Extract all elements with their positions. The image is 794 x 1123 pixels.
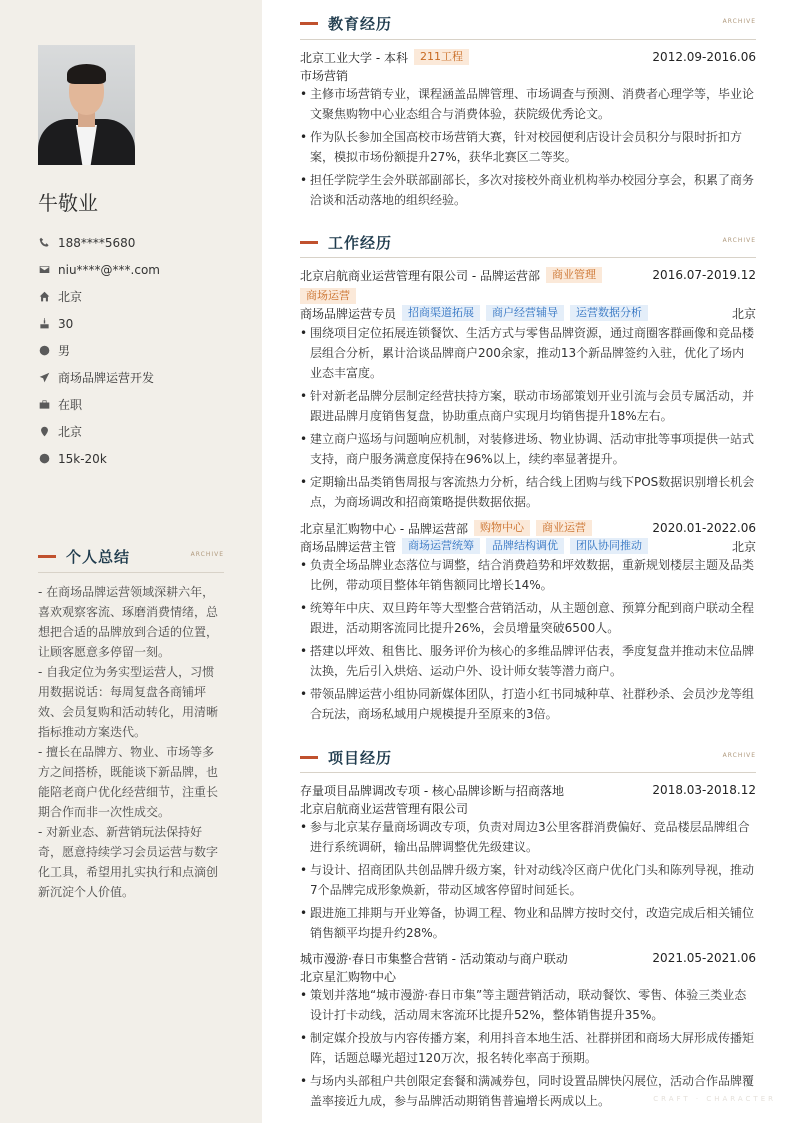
phone-text: 188****5680	[58, 235, 136, 250]
work-bullets	[300, 555, 756, 727]
education-title: 教育经历	[328, 15, 393, 33]
company-tag: 商场运营	[300, 288, 356, 304]
work-role-row	[300, 304, 756, 322]
list-item: • 围绕项目定位拓展连锁餐饮、生活方式与零售品牌资源，通过商圈客群画像和竞品楼层组合分析，累计洽谈品牌商户200余家，推动13个新品牌签约入驻，优化了场内业态丰富度。	[300, 323, 756, 383]
archive-label: ARCHIVE	[722, 752, 756, 759]
work-entry-header	[300, 266, 756, 284]
watermark: CRAFT · CHARACTER	[653, 1095, 776, 1103]
list-item: • 与设计、招商团队共创品牌升级方案，针对动线冷区商户优化门头和陈列导视，推动7个品牌完成形象焕新，带动区域客停留时间延长。	[300, 860, 756, 900]
list-item: • 策划并落地“城市漫游·春日市集”等主题营销活动，联动餐饮、零售、体验三类业态设计打卡动线，活动周末客流环比提升52%，整体销售提升35%。	[300, 985, 756, 1025]
work-title: 工作经历	[328, 234, 393, 252]
summary-section-header	[38, 546, 224, 567]
company-name: 北京启航商业运营管理有限公司 - 品牌运营部	[300, 268, 540, 283]
project-section-header	[300, 747, 756, 768]
list-item: • 参与北京某存量商场调改专项，负责对周边3公里客群消费偏好、竞品楼层品牌组合进行系统调研，输出品牌调整优先级建议。	[300, 817, 756, 857]
sidebar	[0, 0, 262, 1123]
list-item: • 统筹年中庆、双旦跨年等大型整合营销活动，从主题创意、预算分配到商户联动全程跟进，活动期客流同比提升26%，会员增量突破6500人。	[300, 598, 756, 638]
project-date: 2021.05-2021.06	[652, 951, 756, 965]
home-icon	[38, 291, 50, 303]
section-divider	[38, 572, 224, 573]
city-text: 北京	[58, 290, 83, 304]
location-icon	[38, 426, 50, 438]
list-item: • 负责全场品牌业态落位与调整，结合消费趋势和坪效数据，重新规划楼层主题及品类比例，带动项目整体年销售额同比增长14%。	[300, 555, 756, 595]
work-city: 北京	[731, 539, 756, 554]
skill-tag: 团队协同推动	[570, 538, 648, 554]
status-text: 在职	[58, 398, 83, 412]
skill-tag: 招商渠道拓展	[402, 305, 480, 321]
archive-label: ARCHIVE	[190, 551, 224, 558]
work-bullets	[300, 323, 756, 515]
project-name: 城市漫游·春日市集整合营销 - 活动策动与商户联动	[300, 951, 568, 966]
salary-icon	[38, 453, 50, 465]
list-item: • 作为队长参加全国高校市场营销大赛，针对校园便利店设计会员积分与限时折扣方案，模拟市场份额提升27%，获华北赛区二等奖。	[300, 127, 756, 167]
list-item: • 担任学院学生会外联部副部长，多次对接校外商业机构举办校园分享会，积累了商务洽谈和活动落地的组织经验。	[300, 170, 756, 210]
section-accent-bar	[38, 555, 56, 558]
summary-text	[38, 582, 222, 902]
position-text: 商场品牌运营开发	[58, 371, 155, 385]
list-item: • 搭建以坪效、租售比、服务评价为核心的多维品牌评估表，季度复盘并推动末位品牌汰换，先后引入烘焙、运动户外、设计师女装等潜力商户。	[300, 641, 756, 681]
summary-paragraph: - 对新业态、新营销玩法保持好奇，愿意持续学习会员运营与数字化工具，希望用扎实执行和点滴创新沉淀个人价值。	[38, 825, 219, 899]
summary-title: 个人总结	[66, 548, 131, 566]
work-date: 2020.01-2022.06	[652, 521, 756, 535]
contact-info	[38, 229, 160, 472]
skill-tag: 商户经营辅导	[486, 305, 564, 321]
info-row-city	[38, 283, 160, 310]
work-role-row	[300, 537, 756, 555]
info-row-email	[38, 256, 160, 283]
info-row-position	[38, 364, 160, 391]
project-bullets	[300, 817, 756, 946]
education-bullets	[300, 84, 756, 213]
major-text: 市场营销	[300, 68, 349, 83]
mail-icon	[38, 264, 50, 276]
company-tag: 购物中心	[474, 520, 530, 536]
list-item: • 建立商户巡场与问题响应机制，对装修进场、物业协调、活动审批等事项提供一站式支持，商户服务满意度保持在96%以上，续约率显著提升。	[300, 429, 756, 469]
role-title: 商场品牌运营主管	[300, 539, 397, 554]
salary-text: 15k-20k	[58, 451, 107, 466]
info-row-location	[38, 418, 160, 445]
age-text: 30	[58, 316, 74, 331]
list-item: • 制定媒介投放与内容传播方案，利用抖音本地生活、社群拼团和商场大屏形成传播矩阵，话题总曝光超过120万次，报名转化率高于预期。	[300, 1028, 756, 1068]
list-item: • 带领品牌运营小组协同新媒体团队，打造小红书同城种草、社群秒杀、会员沙龙等组合玩法，商场私域用户规模提升至原来的3倍。	[300, 684, 756, 724]
school-tag: 211工程	[414, 49, 469, 65]
candidate-name: 牛敬业	[38, 191, 98, 215]
summary-paragraph: - 在商场品牌运营领域深耕六年，喜欢观察客流、琢磨消费情绪，总想把合适的品牌放到合适的位置，让顾客愿意多停留一刻。	[38, 585, 219, 659]
age-icon	[38, 318, 50, 330]
project-org: 北京星汇购物中心	[300, 969, 397, 984]
company-tag: 商业运营	[536, 520, 592, 536]
education-date: 2012.09-2016.06	[652, 50, 756, 64]
list-item: • 跟进施工排期与开业筹备，协调工程、物业和品牌方按时交付，改造完成后相关铺位销售额平均提升约28%。	[300, 903, 756, 943]
company-name: 北京星汇购物中心 - 品牌运营部	[300, 521, 468, 536]
info-row-gender	[38, 337, 160, 364]
info-row-age	[38, 310, 160, 337]
project-date: 2018.03-2018.12	[652, 783, 756, 797]
archive-label: ARCHIVE	[722, 237, 756, 244]
section-divider	[300, 257, 756, 258]
skill-tag: 运营数据分析	[570, 305, 648, 321]
education-entry-header	[300, 48, 756, 66]
section-accent-bar	[300, 22, 318, 25]
work-section-header	[300, 232, 756, 253]
section-accent-bar	[300, 241, 318, 244]
project-org: 北京启航商业运营管理有限公司	[300, 801, 469, 816]
archive-label: ARCHIVE	[722, 18, 756, 25]
gender-text: 男	[58, 344, 71, 358]
send-icon	[38, 372, 50, 384]
summary-paragraph: - 擅长在品牌方、物业、市场等多方之间搭桥，既能谈下新品牌，也能陪老商户优化经营细节，注重长期合作而非一次性成交。	[38, 745, 219, 819]
project-entry-header	[300, 781, 756, 799]
education-section-header	[300, 13, 756, 34]
project-org-row	[300, 799, 756, 817]
project-title: 项目经历	[328, 749, 393, 767]
info-row-status	[38, 391, 160, 418]
briefcase-icon	[38, 399, 50, 411]
info-row-salary	[38, 445, 160, 472]
summary-paragraph: - 自我定位为务实型运营人，习惯用数据说话：每周复盘各商铺坪效、会员复购和活动转化，用清晰指标推动方案迭代。	[38, 665, 219, 739]
email-text: niu****@***.com	[58, 262, 160, 277]
section-divider	[300, 39, 756, 40]
list-item: • 与场内头部租户共创限定套餐和满减券包，同时设置品牌快闪展位，活动合作品牌覆盖率接近九成，参与品牌活动期销售普遍增长两成以上。	[300, 1071, 756, 1111]
work-city: 北京	[731, 306, 756, 321]
list-item: • 主修市场营销专业，课程涵盖品牌管理、市场调查与预测、消费者心理学等，毕业论文聚焦购物中心业态组合与消费体验，获院级优秀论文。	[300, 84, 756, 124]
skill-tag: 品牌结构调优	[486, 538, 564, 554]
gender-icon	[38, 345, 50, 357]
project-entry-header	[300, 949, 756, 967]
education-major-row	[300, 66, 756, 84]
list-item: • 针对新老品牌分层制定经营扶持方案，联动市场部策划开业引流与会员专属活动，并跟进品牌月度销售复盘，协助重点商户实现月均销售提升18%左右。	[300, 386, 756, 426]
work-entry-header	[300, 519, 756, 537]
section-divider	[300, 772, 756, 773]
work-date: 2016.07-2019.12	[652, 268, 756, 282]
skill-tag: 商场运营统筹	[402, 538, 480, 554]
role-title: 商场品牌运营专员	[300, 306, 397, 321]
work-tag-row	[294, 287, 750, 305]
school-name: 北京工业大学 - 本科	[300, 50, 408, 65]
list-item: • 定期输出品类销售周报与客流热力分析，结合线上团购与线下POS数据识别增长机会点，为商场调改和招商策略提供数据依据。	[300, 472, 756, 512]
profile-photo	[38, 45, 135, 165]
project-org-row	[300, 967, 756, 985]
project-name: 存量项目品牌调改专项 - 核心品牌诊断与招商落地	[300, 783, 564, 798]
section-accent-bar	[300, 756, 318, 759]
company-tag: 商业管理	[546, 267, 602, 283]
phone-icon	[38, 237, 50, 249]
location-text: 北京	[58, 425, 83, 439]
info-row-phone	[38, 229, 160, 256]
